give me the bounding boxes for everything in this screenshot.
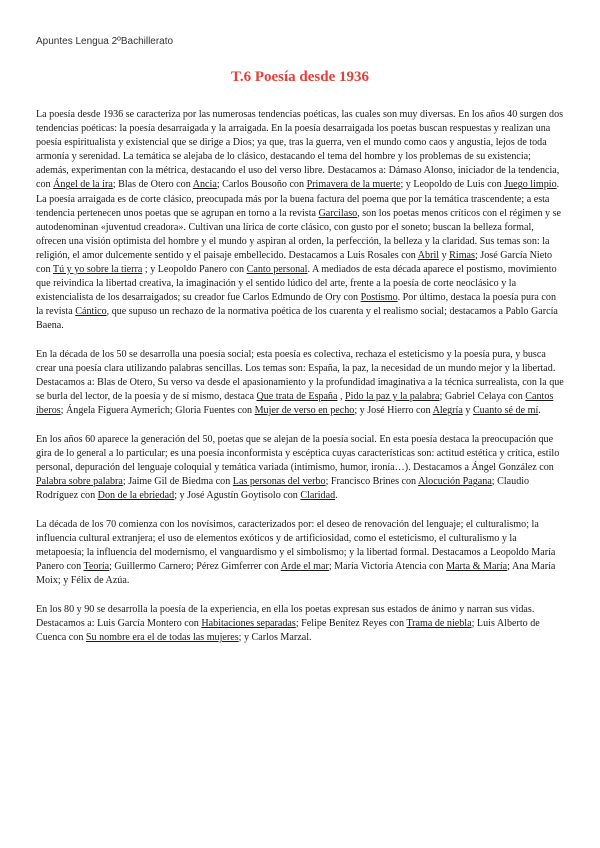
work-title: Que trata de España <box>256 391 338 403</box>
work-title: Cantos íberos <box>36 391 554 417</box>
journal-title: Garcilaso <box>318 207 358 219</box>
page-header: Apuntes Lengua 2ºBachillerato <box>36 36 174 47</box>
work-title: Abril <box>417 249 440 261</box>
paragraph-60s: En los años 60 aparece la generación del 50, poetas que se alejan de la poesía social. En esta poesía destaca la preocupación que gira de lo general a lo particular; es una poesía inconformista y escéptica cuyas características son: actitud estética y crítica, estilo personal, depuración del lenguaje coloquial y temática variada (intimismo, humor, ironía…). Destacamos a Ángel González con Palabra sobre palabra; Jaime Gil de Biedma con Las personas del verbo; Francisco Brines con Alocución Pagana; Claudio Rodríguez con Don de la ebriedad; y José Agustín Goytisolo con Claridad. <box>36 433 560 502</box>
paragraph-80s-90s: En los 80 y 90 se desarrolla la poesía de la experiencia, en ella los poetas expresan sus estados de ánimo y narran sus vidas. Destacamos a: Luis García Montero con Habitaciones separadas; Felipe Benítez Reyes con Trama de niebla; Luis Alberto de Cuenca con Su nombre era el de todas las mujeres; y Carlos Marzal. <box>36 603 540 644</box>
work-title: Habitaciones separadas <box>201 618 296 629</box>
work-title: Arde el mar <box>280 561 329 573</box>
work-title: Palabra sobre palabra <box>36 476 123 488</box>
work-title: Mujer de verso en pecho <box>254 405 355 417</box>
work-title: Su nombre era el de todas las mujeres <box>85 632 239 644</box>
work-title: Juego limpio <box>504 179 557 191</box>
paragraph-1936-40s: La poesía desde 1936 se caracteriza por las numerosas tendencias poéticas, las cuales son muy diversas. En los años 40 surgen dos tendencias poéticas: la poesía desarraigada y la arraigada. En la poesía desarraigada los poetas buscan respuestas y realizan una poesía espiritualista y existencial que se dirige a Dios; ya que, tras la guerra, ven el mundo como caos y angustia, lejos de toda armonía y serenidad. La temática se alejaba de lo clásico, destacando el tema del hombre y los problemas de su existencia; además, experimentan con la métrica, destacando el uso del verso libre. Destacamos a: Dámaso Alonso, iniciador de la tendencia, con Ángel de la ira; Blas de Otero con Ancia; Carlos Bousoño con Primavera de la muerte; y Leopoldo de Luis con Juego limpio. La poesía arraigada es de corte clásico, preocupada más por la buena factura del poema que por la temática trascendente; a esta tendencia pertenecen unos poetas que se agrupan en torno a la revista Garcilaso, son los poetas menos críticos con el régimen y se autodenominan «juventud creadora». Cultivan una lírica de corte clásico, con gusto por el soneto; buscan la belleza formal, ofrecen una visión optimista del hombre y el mundo y aspiran al orden, la perfección, la belleza y la claridad. Sus temas son: la religión, el amor dulcemente sentido y el paisaje embellecido. Destacamos a Luis Rosales con Abril y Rimas; José García Nieto con Tú y yo sobre la tierra ; y Leopoldo Panero con Canto personal. A mediados de esta década aparece el postismo, movimiento que reivindica la libertad creativa, la imaginación y el sentido lúdico del arte, frente a la poesía de corte neoclásico y la existencialista de los desarraigados; su creador fue Carlos Edmundo de Ory con Postismo. Por último, destaca la poesía pura con la revista Cántico, que supuso un rechazo de la normativa poética de los cuarenta y el realismo social; destacamos a Pablo García Baena. <box>36 109 564 332</box>
work-title: Alegría <box>432 405 463 417</box>
work-title: Postismo <box>360 292 398 304</box>
work-title: Las personas del verbo <box>232 476 326 488</box>
paragraph-50s: En la década de los 50 se desarrolla una poesía social; esta poesía es colectiva, rechaza el esteticismo y la poesía pura, y busca crear una poesía clara utilizando palabras sencillas. Los temas son: España, la paz, la necesidad de un mundo mejor y la libertad. Destacamos a: Blas de Otero, Su verso va desde el apasionamiento y la profundidad imaginativa a la técnica surrealista, con la que se burla del lector, de la poesía y de sí mismo, destaca Que trata de España , Pido la paz y la palabra; Gabriel Celaya con Cantos íberos; Ángela Figuera Aymerich; Gloria Fuentes con Mujer de verso en pecho; y José Hierro con Alegría y Cuanto sé de mí. <box>36 349 564 417</box>
work-title: Canto personal <box>246 264 308 276</box>
work-title: Rimas <box>449 249 475 261</box>
work-title: Trama de niebla <box>406 618 472 629</box>
work-title: Pido la paz y la palabra <box>345 391 440 403</box>
work-title: Teoría <box>83 561 110 573</box>
page-title: T.6 Poesía desde 1936 <box>230 69 370 85</box>
work-title: Primavera de la muerte <box>306 179 401 191</box>
paragraph-70s: La década de los 70 comienza con los novísimos, caracterizados por: el deseo de renovación del lenguaje; el culturalismo; la influencia cultural extranjera; el uso de elementos exóticos y de artificiosidad, como el esteticismo, el culturalismo y la metapoesía; la influencia del modernismo, el vanguardismo y el simbolismo; y la libertad formal. Destacamos a Leopoldo María Panero con Teoría; Guillermo Carnero; Pérez Gimferrer con Arde el mar; María Victoria Atencia con Marta & María; Ana María Moix; y Félix de Azúa. <box>36 518 556 587</box>
work-title: Claridad <box>300 490 336 502</box>
work-title: Don de la ebriedad <box>97 490 175 502</box>
work-title: Tú y yo sobre la tierra <box>52 264 143 276</box>
work-title: Marta & María <box>446 561 508 573</box>
work-title: Cuanto sé de mí <box>472 405 539 417</box>
document-body <box>36 108 564 660</box>
work-title: Alocución Pagana <box>418 476 492 488</box>
work-title: Ángel de la ira <box>53 179 113 191</box>
journal-title: Cántico <box>75 306 107 318</box>
work-title: Ancia <box>192 179 217 191</box>
